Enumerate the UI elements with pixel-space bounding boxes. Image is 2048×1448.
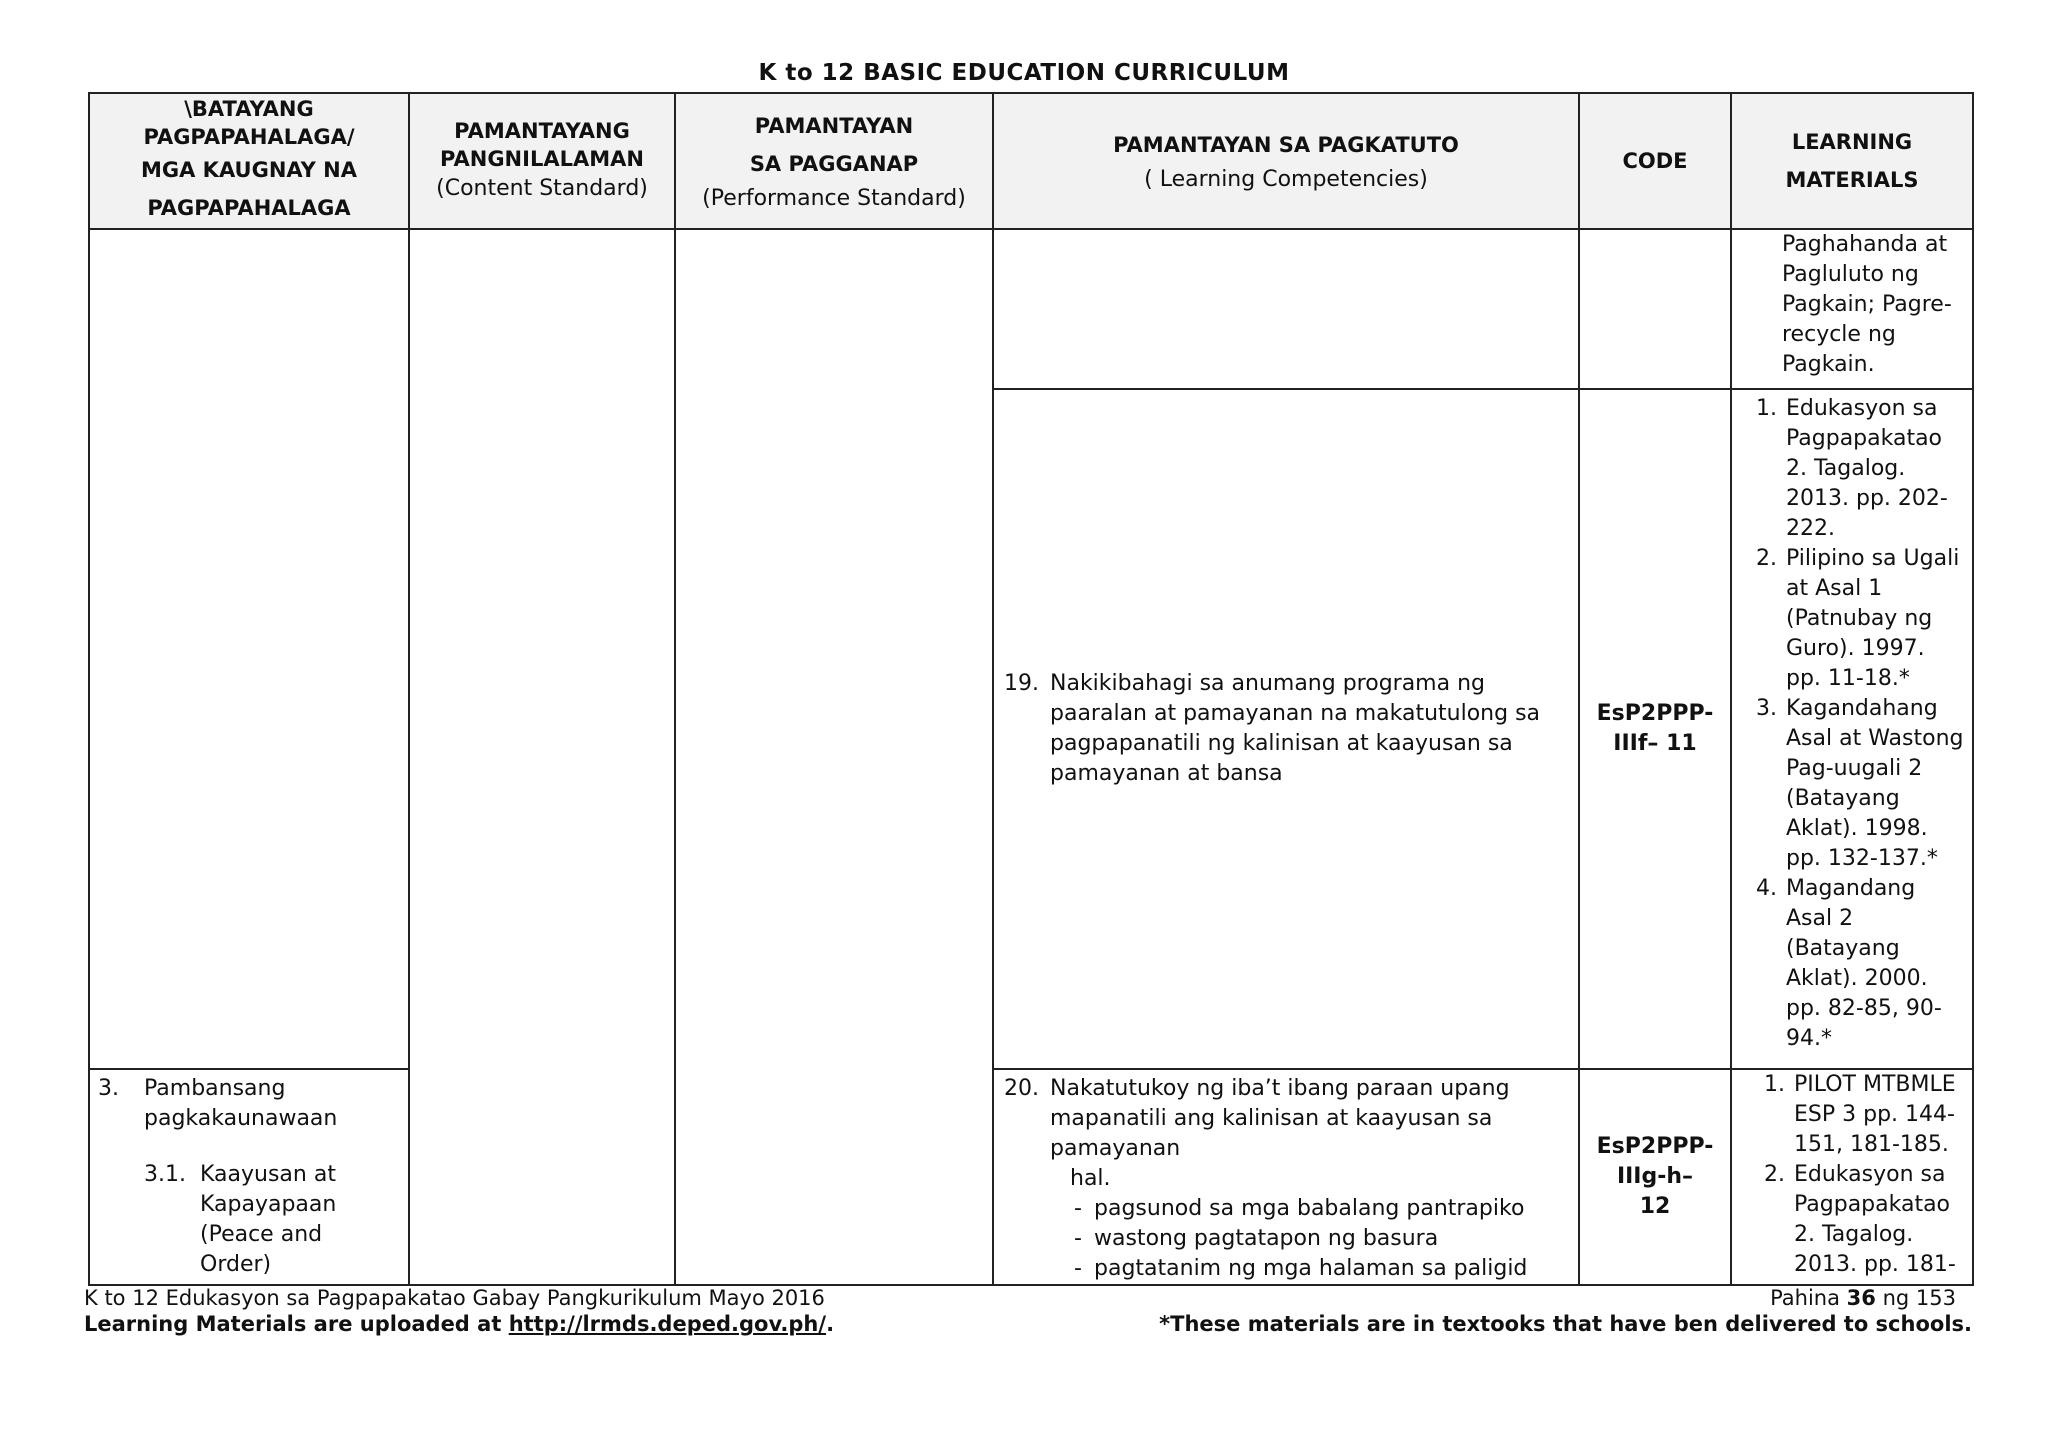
competency-cell <box>993 229 1579 389</box>
subvalue-number: 3.1. <box>144 1162 186 1187</box>
list-item: 3. Kagandahang Asal at Wastong Pag-uugali 2 (Batayang Aklat). 1998. pp. 132-137.* <box>1784 694 1964 874</box>
examples-list <box>1050 1194 1548 1284</box>
materials-cell <box>1731 389 1973 1069</box>
value-text: Pambansang pagkakaunawaan <box>144 1076 338 1131</box>
table-row <box>89 1069 1973 1285</box>
footer-page-number: Pahina 36 ng 153 <box>1770 1286 1956 1310</box>
competency-text: Nakikibahagi sa anumang programa ng paaralan at pamayanan na makatutulong sa pagpapanatili ng kalinisan at kaayusan sa pamayanan at bansa <box>1050 671 1541 786</box>
footer-textbook-note: *These materials are in textooks that have ben delivered to schools. <box>1159 1312 1972 1336</box>
performance-standard-cell <box>675 229 993 1285</box>
materials-list <box>1732 1070 1964 1280</box>
subvalue-text: Kaayusan at Kapayapaan (Peace and Order) <box>200 1162 337 1277</box>
content-standard-cell <box>409 229 675 1285</box>
code-cell <box>1579 229 1731 389</box>
list-item: 2. Edukasyon sa Pagpapakatao 2. Tagalog. 2013. pp. 181- <box>1792 1160 1964 1280</box>
header-performance-standard: PAMANTAYAN SA PAGGANAP (Performance Standard) <box>675 93 993 229</box>
header-content-standard: PAMANTAYANG PANGNILALAMAN (Content Standard) <box>409 93 675 229</box>
header-row <box>89 93 1973 229</box>
list-item: 1. PILOT MTBMLE ESP 3 pp. 144-151, 181-185. <box>1792 1070 1964 1160</box>
list-item: 4. Magandang Asal 2 (Batayang Aklat). 2000. pp. 82-85, 90-94.* <box>1784 874 1964 1054</box>
materials-list <box>1732 394 1964 1054</box>
competency-number: 20. <box>1004 1076 1039 1101</box>
curriculum-table <box>88 92 1974 1286</box>
competency-number: 19. <box>1004 671 1039 696</box>
code-cell: EsP2PPP- IIIf– 11 <box>1579 389 1731 1069</box>
materials-cell <box>1731 1069 1973 1285</box>
competency-cell <box>993 1069 1579 1285</box>
value-number: 3. <box>98 1076 119 1101</box>
example-label: hal. <box>1070 1166 1111 1191</box>
footer-upload-note: Learning Materials are uploaded at http://lrmds.deped.gov.ph/. <box>84 1312 835 1336</box>
code-cell: EsP2PPP- IIIg-h– 12 <box>1579 1069 1731 1285</box>
list-item: - pagsunod sa mga babalang pantrapiko <box>1070 1194 1548 1224</box>
list-item: 1. Edukasyon sa Pagpapakatao 2. Tagalog. 2013. pp. 202-222. <box>1784 394 1964 544</box>
footer-guide-title: K to 12 Edukasyon sa Pagpapakatao Gabay Pangkurikulum Mayo 2016 <box>84 1286 825 1310</box>
core-values-cell <box>89 229 409 1069</box>
materials-cell: Paghahanda at Pagluluto ng Pagkain; Pagre-recycle ng Pagkain. <box>1731 229 1973 389</box>
document-title: K to 12 BASIC EDUCATION CURRICULUM <box>758 60 1290 86</box>
competency-cell <box>993 389 1579 1069</box>
list-item: - pagtatanim ng mga halaman sa paligid <box>1070 1254 1548 1284</box>
header-core-values: \BATAYANG PAGPAPAHALAGA/ MGA KAUGNAY NA PAGPAPAHALAGA <box>89 93 409 229</box>
lrmds-link[interactable]: http://lrmds.deped.gov.ph/ <box>508 1312 827 1336</box>
list-item: 2. Pilipino sa Ugali at Asal 1 (Patnubay ng Guro). 1997. pp. 11-18.* <box>1784 544 1964 694</box>
table-row <box>89 229 1973 389</box>
core-values-cell <box>89 1069 409 1285</box>
header-learning-competencies: PAMANTAYAN SA PAGKATUTO ( Learning Competencies) <box>993 93 1579 229</box>
header-learning-materials: LEARNING MATERIALS <box>1731 93 1973 229</box>
list-item: - wastong pagtatapon ng basura <box>1070 1224 1548 1254</box>
competency-text: Nakatutukoy ng iba’t ibang paraan upang mapanatili ang kalinisan at kaayusan sa pamayanan <box>1050 1076 1510 1161</box>
header-code: CODE <box>1579 93 1731 229</box>
